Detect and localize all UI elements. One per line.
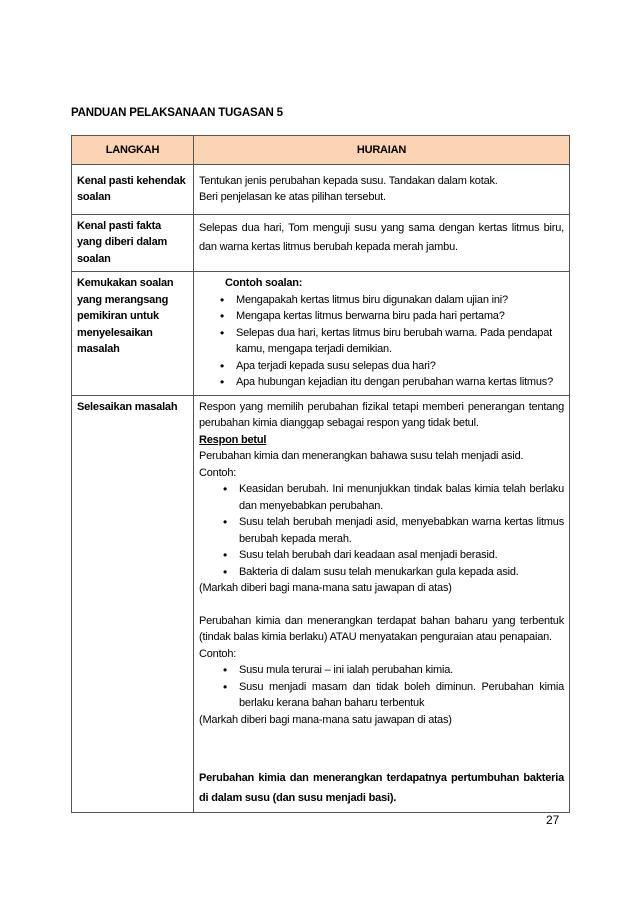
page-title: PANDUAN PELAKSANAAN TUGASAN 5 bbox=[71, 107, 283, 119]
list-item: • Apa terjadi kepada susu selepas dua hari? bbox=[236, 358, 564, 375]
row-description bbox=[194, 164, 570, 214]
intro-text: Respon yang memilih perubahan fizikal tetapi memberi penerangan tentang perubahan kimia dianggap sebagai respon yang tidak betul. bbox=[199, 400, 564, 429]
mark-note: (Markah diberi bagi mana-mana satu jawapan di atas) bbox=[199, 713, 452, 726]
text-line: Tentukan jenis perubahan kepada susu. Tandakan dalam kotak. bbox=[199, 174, 498, 187]
list-item: • Keasidan berubah. Ini menunjukkan tindak balas kimia telah berlaku dan menyebabkan perubahan. bbox=[239, 481, 564, 514]
row-label: Kenal pasti fakta yang diberi dalam soalan bbox=[72, 214, 194, 272]
table-row bbox=[72, 272, 570, 396]
part2-list bbox=[199, 662, 564, 712]
page-number: 27 bbox=[546, 813, 560, 827]
list-item: • Susu mula terurai – ini ialah perubahan kimia. bbox=[239, 662, 564, 679]
table-row bbox=[72, 164, 570, 214]
row-label: Kenal pasti kehendak soalan bbox=[72, 164, 194, 214]
list-item: • Apa hubungan kejadian itu dengan perubahan warna kertas litmus? bbox=[236, 374, 564, 391]
guide-table bbox=[71, 135, 570, 813]
row-label: Kemukakan soalan yang merangsang pemikiran untuk menyelesaikan masalah bbox=[72, 272, 194, 396]
table-row bbox=[72, 395, 570, 813]
contoh-label: Contoh: bbox=[199, 466, 237, 479]
contoh-soalan-heading: Contoh soalan: bbox=[225, 277, 303, 289]
list-item: • Selepas dua hari, kertas litmus biru berubah warna. Pada pendapat kamu, mengapa terjadi demikian. bbox=[236, 325, 564, 358]
row-label: Selesaikan masalah bbox=[72, 395, 194, 813]
part1-list bbox=[199, 481, 564, 580]
header-langkah: LANGKAH bbox=[72, 136, 194, 165]
row-description bbox=[194, 272, 570, 396]
part2-text: Perubahan kimia dan menerangkan terdapat bahan baharu yang terbentuk (tindak balas kimia berlaku) ATAU menyatakan penguraian atau penapaian. bbox=[199, 614, 564, 643]
list-item: • Mengapa kertas litmus berwarna biru pada hari pertama? bbox=[236, 308, 564, 325]
list-item: • Susu telah berubah menjadi asid, menyebabkan warna kertas litmus berubah kepada merah. bbox=[239, 514, 564, 547]
contoh-label: Contoh: bbox=[199, 647, 237, 660]
table-header-row bbox=[72, 136, 570, 165]
part1-text: Perubahan kimia dan menerangkan bahawa susu telah menjadi asid. bbox=[199, 450, 524, 462]
row-description: Selepas dua hari, Tom menguji susu yang sama dengan kertas litmus biru, dan warna kertas litmus berubah kepada merah jambu. bbox=[194, 214, 570, 272]
header-huraian: HURAIAN bbox=[194, 136, 570, 165]
row-description bbox=[194, 395, 570, 813]
list-item: • Susu telah berubah dari keadaan asal menjadi berasid. bbox=[239, 547, 564, 564]
table-row bbox=[72, 214, 570, 272]
text-line: Beri penjelasan ke atas pilihan tersebut. bbox=[199, 191, 386, 203]
list-item: • Susu menjadi masam dan tidak boleh diminun. Perubahan kimia berlaku kerana bahan baharu terbentuk bbox=[239, 679, 564, 712]
list-item: • Mengapakah kertas litmus biru digunakan dalam ujian ini? bbox=[236, 292, 564, 309]
list-item: • Bakteria di dalam susu telah menukarkan gula kepada asid. bbox=[239, 564, 564, 581]
question-list bbox=[199, 292, 564, 391]
part3-text: Perubahan kimia dan menerangkan terdapatnya pertumbuhan bakteria di dalam susu (dan susu menjadi basi). bbox=[199, 772, 564, 804]
mark-note: (Markah diberi bagi mana-mana satu jawapan di atas) bbox=[199, 582, 452, 594]
correct-response-heading: Respon betul bbox=[199, 433, 267, 446]
